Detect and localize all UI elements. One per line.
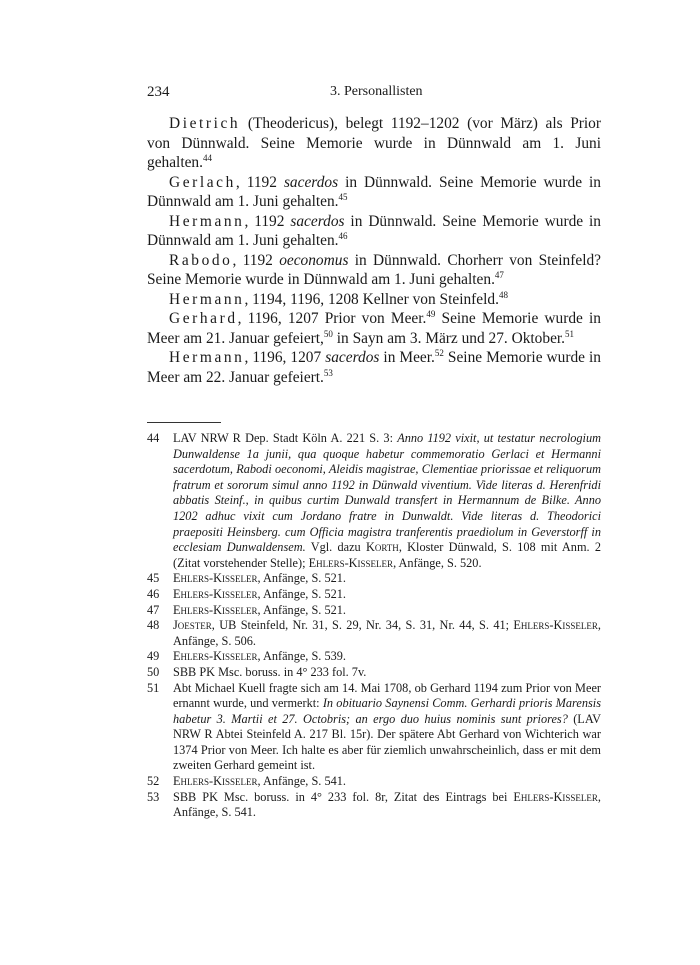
footnote-number: 50: [147, 664, 160, 679]
footnote-52: [147, 774, 601, 790]
page-number: 234: [147, 84, 170, 100]
entry-text: in Meer.: [379, 349, 435, 366]
footnote-part: , Kloster Dünwald, S. 108 mit Anm. 2 (Zitat vorstehender Stelle);: [173, 540, 602, 570]
entry-text: Seine Memorie wurde in Meer am 22. Januar gefeiert.: [147, 349, 602, 386]
footnote-part: Abt Michael Kuell fragte sich am 14. Mai 1708, ob Gerhard 1194 zum Prior von Meer ernannt wurde, und vermerkt:: [173, 680, 601, 711]
footnote-author: Ehlers-Kisseler: [513, 618, 598, 633]
footnote-50: [147, 665, 601, 681]
footnote-number: 46: [147, 586, 160, 601]
footnote-51: [147, 681, 601, 775]
footnote-number: 51: [147, 680, 160, 695]
main-text: [147, 114, 601, 387]
entry-text: , 1194, 1196, 1208 Kellner von Steinfeld.: [244, 290, 499, 308]
entry-text: in Dünnwald. Seine Memorie wurde in Dünnwald am 1. Juni gehalten.: [147, 173, 601, 210]
footnote-49: [147, 649, 601, 665]
footnote-ref: 48: [498, 289, 508, 300]
entry-name: Rabodo: [169, 251, 233, 269]
entry-text: , 1192: [244, 212, 291, 230]
entry-hermann-3: [147, 348, 601, 387]
entry-rabodo: [147, 251, 601, 290]
footnote-text: [173, 681, 601, 775]
entry-text: Seine Memorie wurde in Meer am 21. Januar gefeiert,: [147, 310, 601, 347]
footnote-part: , Anfänge, S. 541.: [173, 789, 601, 820]
footnote-part: LAV NRW R Dep. Stadt Köln A. 221 S. 3:: [173, 431, 398, 445]
footnote-number: 52: [147, 774, 160, 789]
footnote-text: [173, 649, 601, 665]
footnote-part: Vgl. dazu: [305, 540, 366, 555]
footnote-text: [173, 774, 601, 790]
footnote-number: 48: [147, 618, 160, 633]
entry-office: oeconomus: [279, 251, 349, 269]
footnote-ref: 50: [323, 328, 333, 339]
entry-hermann-2: [147, 290, 601, 310]
footnote-part: , Anfänge, S. 539.: [257, 649, 346, 664]
footnote-ref: 52: [434, 347, 444, 358]
footnote-divider: [147, 422, 221, 423]
footnote-author: Ehlers-Kisseler: [173, 586, 258, 601]
footnote-text: [173, 587, 601, 603]
entry-name: Gerlach: [169, 173, 236, 191]
footnote-part: , UB Steinfeld, Nr. 31, S. 29, Nr. 34, S. 31, Nr. 44, S. 41;: [211, 618, 514, 633]
footnote-author: Ehlers-Kisseler: [173, 602, 258, 617]
footnote-number: 53: [147, 789, 160, 804]
footnote-part: , Anfänge, S. 521.: [257, 602, 346, 617]
entry-gerhard: [147, 309, 601, 348]
footnote-ref: 46: [338, 230, 348, 241]
footnote-number: 45: [147, 571, 160, 586]
footnote-53: [147, 790, 601, 821]
entry-text: in Sayn am 3. März und 27. Oktober.: [332, 329, 566, 347]
footnote-part: SBB PK Msc. boruss. in 4° 233 fol. 8r, Zitat des Eintrags bei: [173, 789, 514, 804]
footnote-number: 47: [147, 602, 160, 617]
entry-text: , 1196, 1207: [244, 349, 326, 366]
footnote-number: 44: [147, 431, 160, 445]
running-head: 3. Personallisten: [330, 84, 423, 99]
footnote-ref: 51: [565, 328, 575, 339]
entry-office: sacerdos: [290, 212, 345, 230]
entry-name: Hermann: [169, 349, 245, 366]
footnote-part: , Anfänge, S. 520.: [393, 555, 482, 570]
entry-text: in Dünnwald. Chorherr von Steinfeld? Seine Memorie wurde in Dünnwald am 1. Juni gehalten.: [147, 251, 601, 288]
footnote-text: [173, 618, 601, 649]
footnote-author: Ehlers-Kisseler: [173, 571, 258, 586]
entry-name: Dietrich: [169, 115, 241, 132]
entry-text: , 1196, 1207 Prior von Meer.: [237, 310, 427, 327]
footnote-48: [147, 618, 601, 649]
footnote-text: [173, 571, 601, 587]
footnote-44: [147, 431, 601, 571]
footnote-ref: 44: [202, 152, 212, 163]
footnote-ref: 53: [323, 367, 333, 378]
entry-gerlach: [147, 173, 601, 212]
footnote-46: [147, 587, 601, 603]
footnote-author: Ehlers-Kisseler: [173, 774, 258, 789]
footnote-author: Ehlers-Kisseler: [513, 789, 598, 804]
entry-dietrich: [147, 114, 601, 173]
footnote-ref: 47: [494, 269, 504, 280]
footnote-ref: 49: [426, 308, 436, 319]
footnote-text: [173, 665, 601, 681]
entry-text: in Dünnwald. Seine Memorie wurde in Dünnwald am 1. Juni gehalten.: [147, 212, 601, 249]
footnote-text: [173, 603, 601, 619]
footnote-author: Ehlers-Kisseler: [308, 555, 394, 570]
footnote-part: , Anfänge, S. 521.: [257, 586, 346, 601]
footnote-quote: Anno 1192 vixit, ut testatur necrologium Dunwaldense 1a junii, qua quoque habetur commemoratio Gerlaci et Hermanni sacerdotum, Rabodi oeconomi, Aleidis magistrae, Clementiae priorissae et reliquorum fratrum et sororum simul anno 1192 in Dünwald viventium. Vide literas d. Herenfridi abbatis Steinf., in quibus curtim Dunwald transfert in Hermannum de Bilke. Anno 1202 adhuc vixit cum Jordano fratre in Dunwaldt. Vide literas d. Theodorici praepositi Heinsberg. cum Officia magistra tranferentis praediolum in Geverstorff in ecclesiam Dunwaldensem.: [173, 431, 601, 555]
entry-name: Hermann: [169, 212, 245, 230]
entry-name: Gerhard: [169, 310, 238, 327]
entry-hermann-1: [147, 212, 601, 251]
footnote-part: SBB PK Msc. boruss. in 4° 233 fol. 7v.: [173, 664, 367, 679]
footnote-part: (LAV NRW R Abtei Steinfeld A. 217 Bl. 15r). Der spätere Abt Gerhard von Wichterich war 1374 Prior von Meer. Ich halte es aber für ziemlich unwahrscheinlich, dass er mit dem zweiten Gerhard gemeint ist.: [173, 711, 601, 773]
footnote-text: [173, 790, 601, 821]
entry-office: sacerdos: [283, 173, 339, 191]
footnote-45: [147, 571, 601, 587]
footnote-47: [147, 603, 601, 619]
footnote-author: Korth: [365, 540, 399, 555]
footnote-quote: In obituario Saynensi Comm. Gerhardi prioris Marensis habetur 3. Martii et 27. Octobris; an ergo duo huius nominis sunt priores?: [173, 696, 601, 726]
entry-text: , 1192: [232, 251, 280, 269]
footnotes: [147, 431, 601, 821]
footnote-text: [173, 431, 601, 571]
footnote-part: , Anfänge, S. 506.: [173, 618, 601, 648]
entry-name: Hermann: [169, 290, 245, 308]
footnote-author: Joester: [173, 618, 212, 633]
entry-office: sacerdos: [325, 349, 380, 366]
footnote-number: 49: [147, 649, 160, 664]
footnote-author: Ehlers-Kisseler: [173, 649, 258, 664]
footnote-part: , Anfänge, S. 521.: [257, 571, 346, 586]
footnote-ref: 45: [338, 191, 348, 202]
footnote-part: , Anfänge, S. 541.: [257, 774, 346, 789]
entry-text: , 1192: [235, 173, 284, 191]
entry-text: (Theodericus), belegt 1192–1202 (vor März) als Prior von Dünnwald. Seine Memorie wurde in Dünnwald am 1. Juni gehalten.: [147, 115, 601, 171]
